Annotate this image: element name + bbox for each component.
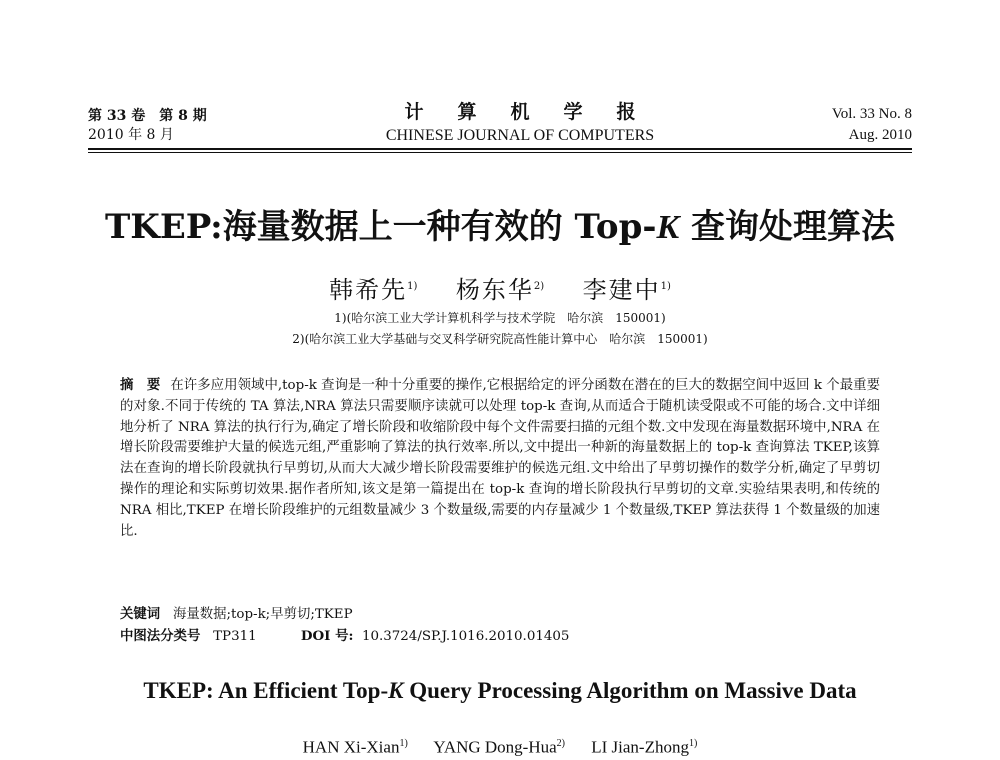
abstract-label: 摘 要 bbox=[120, 377, 161, 393]
journal-volume-info bbox=[832, 104, 912, 146]
author-mark: 1) bbox=[407, 281, 418, 292]
journal-name-cn: 计算机学报 bbox=[404, 101, 670, 123]
issue-date-en: Aug. 2010 bbox=[848, 127, 912, 143]
title-en-prefix: TKEP: An Efficient Top- bbox=[143, 678, 389, 703]
author-mark: 2) bbox=[533, 281, 545, 292]
author-cn: 杨东华 bbox=[455, 276, 534, 304]
author-cn: 韩希先 bbox=[329, 276, 408, 304]
doi-label: DOI 号: bbox=[300, 628, 354, 644]
title-cn-suffix: 查询处理算法 bbox=[679, 207, 895, 247]
journal-name-en: CHINESE JOURNAL OF COMPUTERS bbox=[385, 127, 655, 144]
abstract bbox=[120, 375, 880, 542]
affiliation-1: 1)(哈尔滨工业大学计算机科学与技术学院 哈尔滨 150001) bbox=[334, 311, 666, 325]
keywords-label: 关键词 bbox=[120, 606, 161, 622]
doi-value: 10.3724/SP.J.1016.2010.01405 bbox=[361, 629, 570, 644]
clc-code: TP311 bbox=[213, 629, 257, 644]
title-en-k: K bbox=[388, 678, 404, 703]
abstract-text: 在许多应用领域中,top-k 查询是一种十分重要的操作,它根据给定的评分函数在潜在的巨大的数据空间中返回 k 个最重要的对象.不同于传统的 TA 算法,NRA 算法只需要顺序读就可以处理 top-k 查询,从而适合于随机读受限或不可能的场合.文中详细地分析了 NRA 算法的执行行为,确定了增长阶段和收缩阶段中每个文件需要扫描的元组个数.文中发现在海量数据环境中,NRA 在增长阶段需要维护大量的候选元组,严重影响了算法的执行效率.所以,文中提出一种新的海量数据上的 top-k 查询算法 TKEP,该算法在查询的增长阶段就执行早剪切,从而大大减少增长阶段需要维护的候选元组.文中给出了早剪切操作的数学分析,确定了早剪切操作的理论和实际剪切效果.据作者所知,该文是第一篇提出在 top-k 查询的增长阶段执行早剪切的文章.实验结果表明,和传统的 NRA 相比,TKEP 在增长阶段维护的元组数量减少 3 个数量级,需要的内存量减少 1 个数量级,TKEP 算法获得 1 个数量级的加速比. bbox=[120, 378, 881, 539]
header-rule-thin bbox=[88, 152, 912, 153]
journal-issue-info bbox=[88, 107, 207, 145]
classification-line bbox=[120, 626, 569, 647]
keywords-text: 海量数据;top-k;早剪切;TKEP bbox=[172, 607, 353, 622]
title-cn-k: K bbox=[656, 209, 680, 246]
author-list-cn bbox=[0, 272, 1000, 305]
title-en-suffix: Query Processing Algorithm on Massive Data bbox=[403, 678, 857, 703]
author-cn: 李建中 bbox=[582, 276, 661, 304]
volume-number-en: Vol. 33 No. 8 bbox=[831, 106, 912, 122]
paper-title-en bbox=[0, 676, 1000, 706]
volume-issue: 第 33 卷 第 8 期 bbox=[88, 108, 207, 124]
author-mark: 1) bbox=[399, 738, 408, 749]
issue-date-cn: 2010 年 8 月 bbox=[88, 127, 174, 143]
author-en: LI Jian-Zhong bbox=[591, 737, 689, 757]
journal-name bbox=[300, 100, 740, 147]
author-mark: 2) bbox=[556, 738, 565, 749]
author-en: YANG Dong-Hua bbox=[433, 737, 557, 757]
author-list-en bbox=[0, 733, 1000, 759]
author-mark: 1) bbox=[688, 738, 698, 749]
affiliation-2: 2)(哈尔滨工业大学基础与交叉科学研究院高性能计算中心 哈尔滨 150001) bbox=[292, 332, 708, 346]
keywords bbox=[120, 604, 353, 625]
clc-label: 中图法分类号 bbox=[120, 628, 201, 644]
author-mark: 1) bbox=[660, 281, 671, 292]
header-rule-thick bbox=[88, 148, 912, 150]
paper-title-cn bbox=[60, 205, 940, 250]
author-en: HAN Xi-Xian bbox=[302, 737, 400, 757]
title-cn-prefix: TKEP:海量数据上一种有效的 Top- bbox=[104, 207, 657, 247]
